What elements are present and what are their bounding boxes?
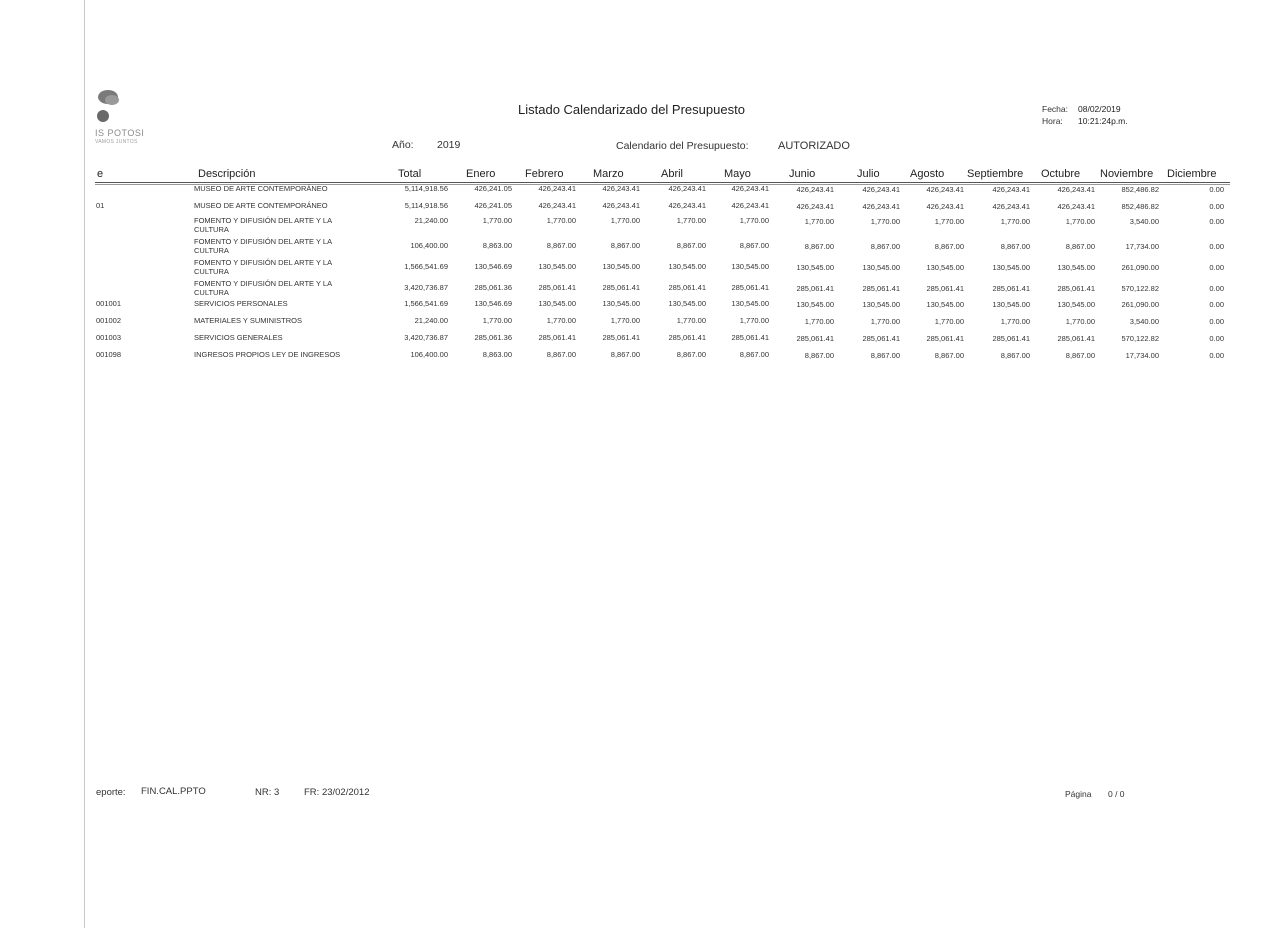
row-value-agosto: 426,243.41 [926,185,964,194]
fecha-value: 08/02/2019 [1078,104,1121,114]
row-value-enero: 8,863.00 [482,241,512,250]
row-value-mayo: 8,867.00 [739,350,769,359]
row-value-febrero: 285,061.41 [538,283,576,292]
row-description: SERVICIOS GENERALES [194,333,283,342]
row-value-agosto: 8,867.00 [934,242,964,251]
row-value-julio: 1,770.00 [870,317,900,326]
fecha-label: Fecha: [1042,104,1068,114]
row-value-junio: 426,243.41 [796,202,834,211]
row-value-mayo: 1,770.00 [739,316,769,325]
row-value-octubre: 8,867.00 [1065,242,1095,251]
row-value-diciembre: 0.00 [1209,202,1224,211]
row-value-julio: 426,243.41 [862,185,900,194]
row-value-total: 1,566,541.69 [404,299,448,308]
row-value-mayo: 426,243.41 [731,184,769,193]
row-value-junio: 285,061.41 [796,334,834,343]
row-description: FOMENTO Y DIFUSIÓN DEL ARTE Y LA CULTURA [194,258,332,276]
row-description: SERVICIOS PERSONALES [194,299,288,308]
row-value-febrero: 130,545.00 [538,262,576,271]
row-description: MATERIALES Y SUMINISTROS [194,316,302,325]
col-header-mayo: Mayo [724,168,751,180]
row-value-noviembre: 3,540.00 [1129,217,1159,226]
row-value-diciembre: 0.00 [1209,334,1224,343]
report-title: Listado Calendarizado del Presupuesto [518,102,745,117]
row-value-noviembre: 570,122.82 [1121,284,1159,293]
row-value-marzo: 285,061.41 [602,283,640,292]
row-value-septiembre: 285,061.41 [992,334,1030,343]
row-value-abril: 1,770.00 [676,216,706,225]
row-value-septiembre: 8,867.00 [1000,242,1030,251]
row-description: INGRESOS PROPIOS LEY DE INGRESOS [194,350,341,359]
col-header-octubre: Octubre [1041,168,1081,180]
col-header-julio: Julio [857,168,880,180]
row-value-enero: 1,770.00 [482,216,512,225]
row-value-febrero: 8,867.00 [546,241,576,250]
row-value-total: 3,420,736.87 [404,333,448,342]
row-value-enero: 285,061.36 [474,333,512,342]
row-value-febrero: 285,061.41 [538,333,576,342]
row-code: 01 [96,201,105,210]
row-value-abril: 130,545.00 [668,299,706,308]
col-header-code: e [97,168,104,180]
row-value-enero: 426,241.05 [474,184,512,193]
row-value-julio: 285,061.41 [862,334,900,343]
row-value-febrero: 1,770.00 [546,316,576,325]
row-value-diciembre: 0.00 [1209,185,1224,194]
row-value-diciembre: 0.00 [1209,300,1224,309]
row-value-septiembre: 426,243.41 [992,202,1030,211]
row-value-total: 1,566,541.69 [404,262,448,271]
row-value-mayo: 130,545.00 [731,262,769,271]
row-value-febrero: 8,867.00 [546,350,576,359]
row-value-febrero: 1,770.00 [546,216,576,225]
row-value-agosto: 1,770.00 [934,217,964,226]
anio-value: 2019 [437,139,461,151]
col-header-junio: Junio [789,168,816,180]
col-header-descripcion: Descripción [198,168,256,180]
header-divider [95,182,1230,183]
row-value-agosto: 1,770.00 [934,317,964,326]
row-value-abril: 285,061.41 [668,283,706,292]
row-value-octubre: 426,243.41 [1057,185,1095,194]
row-value-enero: 130,546.69 [474,262,512,271]
row-value-octubre: 8,867.00 [1065,351,1095,360]
reporte-label: eporte: [96,787,126,798]
row-value-enero: 1,770.00 [482,316,512,325]
row-description: FOMENTO Y DIFUSIÓN DEL ARTE Y LA CULTURA [194,216,332,234]
row-description: MUSEO DE ARTE CONTEMPORÁNEO [194,201,328,210]
row-value-diciembre: 0.00 [1209,284,1224,293]
row-value-marzo: 1,770.00 [610,216,640,225]
row-value-mayo: 130,545.00 [731,299,769,308]
row-value-mayo: 1,770.00 [739,216,769,225]
row-value-mayo: 285,061.41 [731,333,769,342]
row-value-noviembre: 261,090.00 [1121,300,1159,309]
row-value-marzo: 1,770.00 [610,316,640,325]
row-value-octubre: 285,061.41 [1057,334,1095,343]
row-value-abril: 1,770.00 [676,316,706,325]
row-value-noviembre: 17,734.00 [1125,242,1159,251]
anio-label: Año: [392,139,414,151]
row-value-noviembre: 852,486.82 [1121,185,1159,194]
row-value-noviembre: 852,486.82 [1121,202,1159,211]
hora-label: Hora: [1042,116,1063,126]
row-value-diciembre: 0.00 [1209,217,1224,226]
col-header-abril: Abril [661,168,684,180]
row-description: FOMENTO Y DIFUSIÓN DEL ARTE Y LA CULTURA [194,237,332,255]
row-value-junio: 285,061.41 [796,284,834,293]
row-value-noviembre: 17,734.00 [1125,351,1159,360]
row-value-diciembre: 0.00 [1209,351,1224,360]
row-value-octubre: 130,545.00 [1057,263,1095,272]
row-value-junio: 130,545.00 [796,263,834,272]
row-value-total: 106,400.00 [410,241,448,250]
row-value-mayo: 426,243.41 [731,201,769,210]
row-code: 001098 [96,350,122,359]
row-value-noviembre: 570,122.82 [1121,334,1159,343]
row-value-febrero: 426,243.41 [538,184,576,193]
row-value-julio: 1,770.00 [870,217,900,226]
row-description: MUSEO DE ARTE CONTEMPORÁNEO [194,184,328,193]
footer-nr: NR: 3 [255,787,280,798]
table-header [95,168,1230,182]
row-value-mayo: 285,061.41 [731,283,769,292]
row-value-diciembre: 0.00 [1209,317,1224,326]
row-value-febrero: 426,243.41 [538,201,576,210]
col-header-marzo: Marzo [593,168,624,180]
col-header-total: Total [398,168,422,180]
row-value-septiembre: 426,243.41 [992,185,1030,194]
logo-subtext: VAMOS JUNTOS [95,139,138,145]
col-header-enero: Enero [466,168,496,180]
row-value-agosto: 8,867.00 [934,351,964,360]
row-value-febrero: 130,545.00 [538,299,576,308]
row-value-octubre: 1,770.00 [1065,217,1095,226]
row-value-marzo: 8,867.00 [610,241,640,250]
row-value-agosto: 285,061.41 [926,334,964,343]
row-value-noviembre: 3,540.00 [1129,317,1159,326]
logo-text: IS POTOSI [95,128,145,138]
row-value-agosto: 130,545.00 [926,263,964,272]
row-value-enero: 130,546.69 [474,299,512,308]
row-value-enero: 426,241.05 [474,201,512,210]
row-value-total: 3,420,736.87 [404,283,448,292]
row-value-agosto: 130,545.00 [926,300,964,309]
pagina-label: Página [1065,789,1092,799]
row-value-octubre: 1,770.00 [1065,317,1095,326]
row-value-septiembre: 130,545.00 [992,263,1030,272]
row-value-diciembre: 0.00 [1209,242,1224,251]
row-value-julio: 8,867.00 [870,351,900,360]
row-value-total: 5,114,918.56 [404,184,448,193]
row-value-marzo: 426,243.41 [602,184,640,193]
row-value-julio: 285,061.41 [862,284,900,293]
row-value-julio: 130,545.00 [862,263,900,272]
row-value-total: 21,240.00 [414,316,448,325]
row-value-septiembre: 1,770.00 [1000,217,1030,226]
reporte-value: FIN.CAL.PPTO [141,786,206,797]
row-value-abril: 285,061.41 [668,333,706,342]
row-value-enero: 8,863.00 [482,350,512,359]
row-value-noviembre: 261,090.00 [1121,263,1159,272]
row-value-octubre: 130,545.00 [1057,300,1095,309]
col-header-agosto: Agosto [910,168,945,180]
row-value-septiembre: 1,770.00 [1000,317,1030,326]
row-value-junio: 8,867.00 [804,242,834,251]
row-value-junio: 426,243.41 [796,185,834,194]
hora-value: 10:21:24p.m. [1078,116,1128,126]
row-value-junio: 130,545.00 [796,300,834,309]
footer-fr: FR: 23/02/2012 [304,787,370,798]
row-code: 001002 [96,316,122,325]
calendario-label: Calendario del Presupuesto: [616,140,749,152]
row-code: 001003 [96,333,122,342]
row-value-marzo: 8,867.00 [610,350,640,359]
row-value-agosto: 285,061.41 [926,284,964,293]
page-binding-line [84,0,85,928]
row-value-julio: 426,243.41 [862,202,900,211]
pagina-value: 0 / 0 [1108,789,1125,799]
row-description: FOMENTO Y DIFUSIÓN DEL ARTE Y LA CULTURA [194,279,332,297]
col-header-septiembre: Septiembre [967,168,1024,180]
row-value-total: 106,400.00 [410,350,448,359]
row-value-abril: 130,545.00 [668,262,706,271]
row-value-mayo: 8,867.00 [739,241,769,250]
row-code: 001001 [96,299,122,308]
row-value-julio: 8,867.00 [870,242,900,251]
row-value-marzo: 130,545.00 [602,299,640,308]
calendario-value: AUTORIZADO [778,140,850,152]
row-value-total: 5,114,918.56 [404,201,448,210]
row-value-abril: 8,867.00 [676,350,706,359]
row-value-total: 21,240.00 [414,216,448,225]
row-value-enero: 285,061.36 [474,283,512,292]
row-value-diciembre: 0.00 [1209,263,1224,272]
row-value-junio: 1,770.00 [804,217,834,226]
row-value-septiembre: 285,061.41 [992,284,1030,293]
row-value-octubre: 285,061.41 [1057,284,1095,293]
col-header-febrero: Febrero [525,168,564,180]
col-header-diciembre: Diciembre [1167,168,1217,180]
row-value-junio: 1,770.00 [804,317,834,326]
row-value-septiembre: 130,545.00 [992,300,1030,309]
row-value-abril: 426,243.41 [668,184,706,193]
row-value-marzo: 426,243.41 [602,201,640,210]
row-value-octubre: 426,243.41 [1057,202,1095,211]
row-value-abril: 8,867.00 [676,241,706,250]
row-value-marzo: 130,545.00 [602,262,640,271]
logo-icon [96,88,124,124]
col-header-noviembre: Noviembre [1100,168,1154,180]
row-value-junio: 8,867.00 [804,351,834,360]
row-value-septiembre: 8,867.00 [1000,351,1030,360]
row-value-julio: 130,545.00 [862,300,900,309]
row-value-marzo: 285,061.41 [602,333,640,342]
row-value-agosto: 426,243.41 [926,202,964,211]
row-value-abril: 426,243.41 [668,201,706,210]
